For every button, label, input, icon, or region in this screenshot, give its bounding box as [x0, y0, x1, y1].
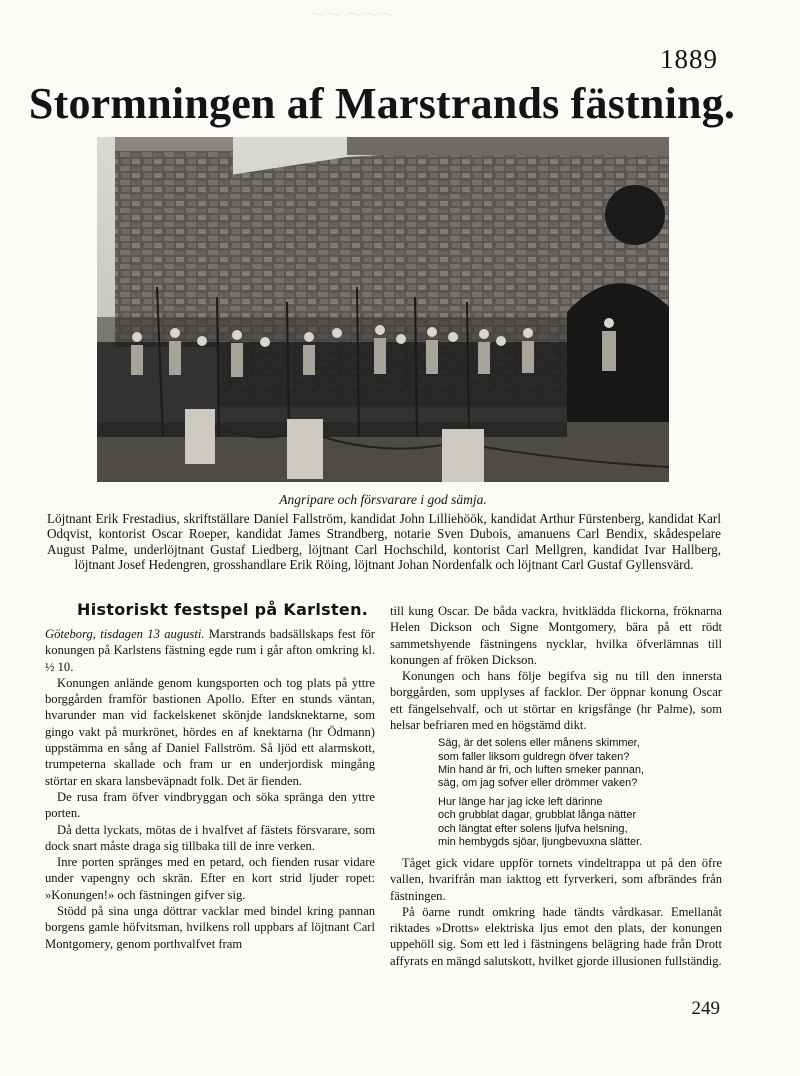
- year-label: 1889: [660, 44, 718, 74]
- article-paragraph-5: Inre porten spränges med en petard, och fienden rusar vidare under vapengny och skrän. Efter en kort strid ljuder ropet: »Konungen!» och fästningen gifver sig.: [45, 855, 375, 902]
- poem-line: Min hand är fri, och luften smeker pannan,: [438, 763, 645, 776]
- article-paragraph-8: Konungen och hans följe begifva sig nu till den innersta borggården, som upplyses af facklor. Der öppnar konung Oscar ett fängelsehvalf, och ut störtar en krigsfånge (hr Palme), som helsar befriaren med en högstämd dikt.: [390, 669, 722, 733]
- photograph: [97, 137, 669, 482]
- svg-text:～～ ～～～: ～～ ～～～: [310, 7, 395, 24]
- article-column-left: [45, 600, 375, 952]
- paragraph-1-text: Marstrands badsällskaps fest för konungen på Karlstens fästning egde rum i går afton omkring kl. ½ 10.: [45, 627, 375, 674]
- article-paragraph-9: Tåget gick vidare uppför tornets vindeltrappa ut på den öfre vallen, hvarifrån man iakttog ett fyrverkeri, som afbrändes från fästningen.: [390, 856, 722, 903]
- poem-line: Säg, är det solens eller månens skimmer,: [438, 737, 640, 750]
- photo-caption: Angripare och försvarare i god sämja.: [279, 492, 487, 507]
- poem-line: och längtat efter solens ljufva helsning,: [438, 822, 628, 835]
- article-paragraph-1: [45, 626, 375, 675]
- page-number: 249: [691, 998, 720, 1019]
- article-paragraph-2: Konungen anlände genom kungsporten och tog plats på yttre borggården framför bastionen Apollo. Efter en stunds väntan, hvarunder man vid fackelskenet skönjde landsknektarne, som gingo vakt på murkrönet, hördes en af knektarna (hr Ödmann) uppstämma en sång af Daniel Fallström. Så ljöd ett alarmskott, trumpeterna skallade och fram ur en underjordisk mingång störtar en skara lansbeväpnadt folk. Det är fienden.: [45, 675, 375, 788]
- caption-names: Löjtnant Erik Frestadius, skriftställare Daniel Fallström, kandidat John Lilliehöök, kandidat Arthur Fürstenberg, kandidat Karl Odqvist, kontorist Oscar Roeper, kandidat James Strandberg, notarie Sven Dubois, amanuens Carl Bendix, skådespelare August Palme, underlöjtnant Gustaf Liedberg, löjtnant Carl Hochschild, kontorist Carl Mellgren, kandidat Ivar Hallberg, löjtnant Josef Hedengren, grosshandlare Erik Röing, löjtnant Johan Nordenfalk och löjtnant Carl Gustaf Gyllensvärd.: [47, 511, 721, 572]
- article-paragraph-10: På öarne rundt omkring hade tändts vårdkasar. Emellanåt riktades »Drotts» elektriska ljus emot den plats, der konungen uppehöll sig. Som ett led i fästningens belägring hade från Drott affyrats en mängd salutskott, hvilket gjorde illusionen fullständig.: [390, 904, 722, 968]
- faint-stamp-mark: [310, 4, 440, 26]
- article-column-right: [390, 603, 722, 969]
- poem: [438, 737, 722, 849]
- poem-line: Hur länge har jag icke left därinne: [438, 796, 603, 809]
- poem-line: säg, om jag sofver eller drömmer vaken?: [438, 776, 638, 789]
- dateline: Göteborg, tisdagen 13 augusti.: [45, 627, 205, 641]
- article-paragraph-6: Stödd på sina unga döttrar vacklar med bindel kring pannan borgens gamle höfvitsman, hvilkens roll uppbars af löjtnant Carl Montgomery, genom porthvalfvet fram: [45, 904, 375, 951]
- headline: Stormningen af Marstrands fästning.: [28, 79, 736, 128]
- article-paragraph-4: Då detta lyckats, mötas de i hvalfvet af fästets försvarare, som dock snart måste draga sig tillbaka till de inre verken.: [45, 822, 375, 853]
- article-title: Historiskt festspel på Karlsten.: [77, 600, 369, 619]
- article-paragraph-7: till kung Oscar. De båda vackra, hvitklädda flickorna, fröknarna Helen Dickson och Signe Montgomery, bära på ett rödt sammetshyende fästningens nycklar, hvilka öfverlämnas till konungen af fröken Dickson.: [390, 604, 722, 667]
- poem-line: som faller liksom guldregn öfver taken?: [438, 750, 630, 763]
- poem-stanza-2: [438, 796, 722, 849]
- fortress-photo-illustration: [97, 137, 669, 482]
- poem-line: min hembygds sjöar, ljungbevuxna slätter.: [438, 835, 643, 848]
- poem-line: och grubblat dagar, grubblat långa nätter: [438, 809, 637, 822]
- poem-stanza-1: [438, 737, 722, 790]
- article-paragraph-3: De rusa fram öfver vindbryggan och söka spränga den yttre porten.: [45, 789, 375, 821]
